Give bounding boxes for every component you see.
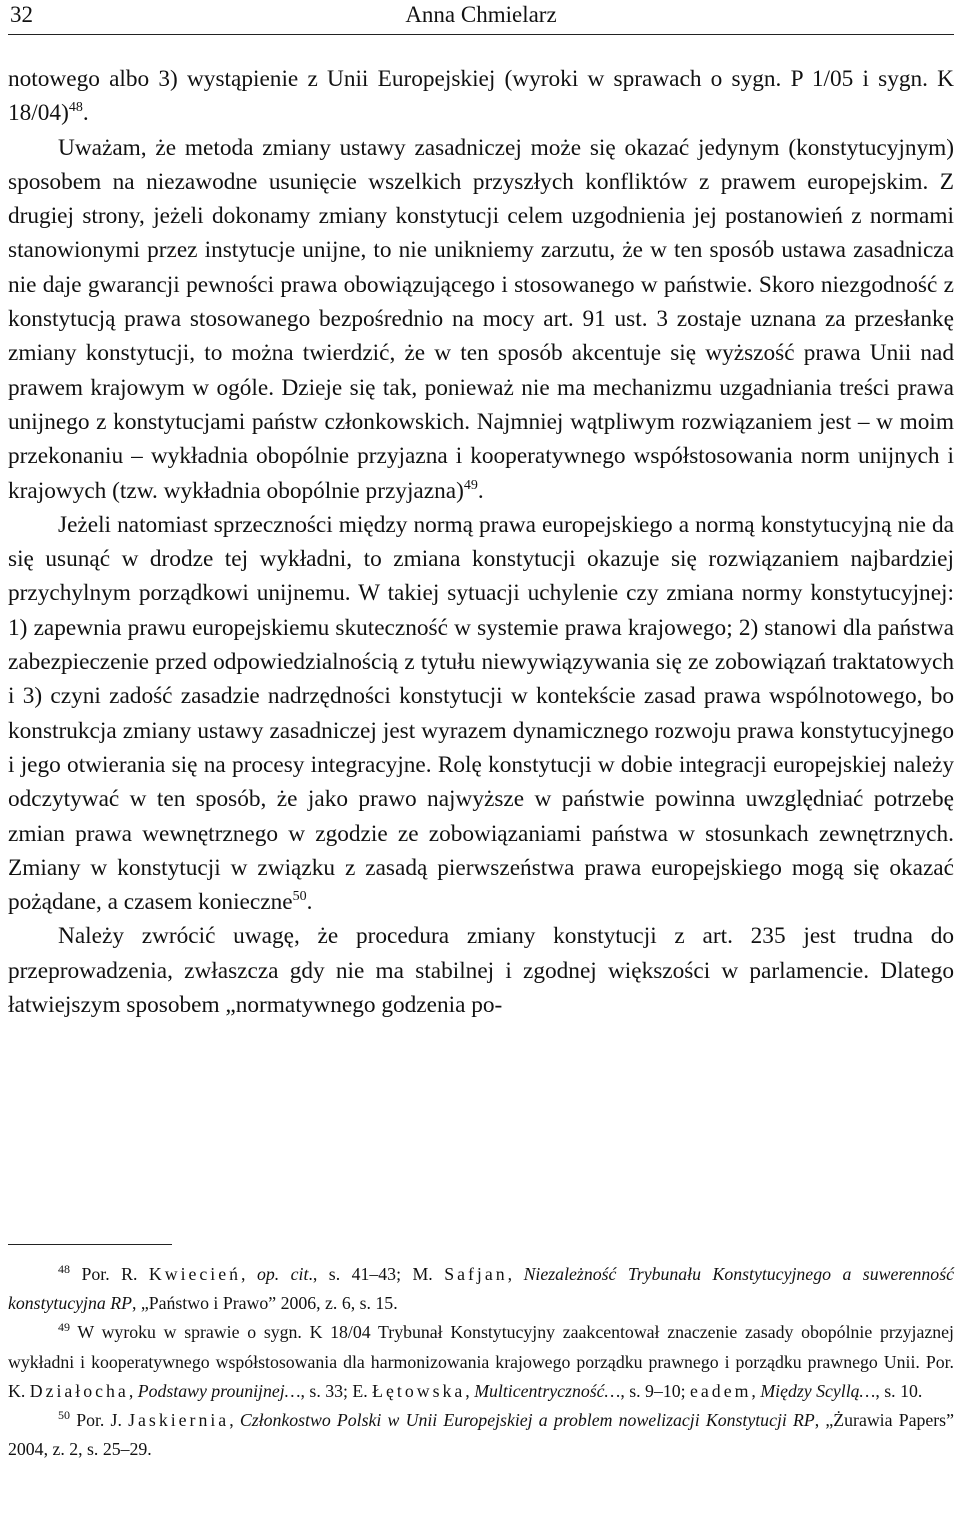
footnote-text: , <box>751 1380 761 1401</box>
author-name: eadem <box>690 1380 752 1401</box>
work-title: op. cit <box>256 1264 309 1284</box>
paragraph-tail: . <box>82 100 89 127</box>
footnotes <box>8 1260 954 1464</box>
footnote-text: Por. R. <box>81 1264 149 1284</box>
running-head-author: Anna Chmielarz <box>405 2 557 27</box>
work-title: Multicentryczność… <box>474 1380 621 1401</box>
paragraph <box>8 508 954 920</box>
paragraph <box>8 131 954 508</box>
footnote-text: , s. 9–10; <box>620 1380 691 1401</box>
author-name: Łętowska <box>372 1380 466 1401</box>
footnote-ref[interactable]: 49 <box>463 477 478 493</box>
work-title: Między Scyllą… <box>760 1380 876 1401</box>
footnote-text: , s. 10. <box>875 1380 923 1401</box>
author-name: Jaskiernia <box>128 1410 230 1431</box>
paragraph-tail: . <box>477 477 484 504</box>
work-title: Podstawy prounijnej… <box>137 1380 301 1401</box>
footnote-text: , s. 33; E. <box>300 1380 373 1401</box>
footnote-text: Por. J. <box>76 1410 129 1431</box>
footnote <box>8 1260 954 1318</box>
paragraph-text: Jeżeli natomiast sprzeczności między normą prawa europejskiego a normą konstytucyjną nie da się usunąć w drodze tej wykładni, to zmiana konstytucji okazuje się rozwiązaniem najbardziej przychylnym porządkowi unijnemu. W takiej sytuacji uchylenie czy zmiana normy konstytucyjnej: 1) zapewnia prawu europejskiemu skuteczność w systemie prawa krajowego; 2) stanowi dla państwa zabezpieczenie przed odpowiedzialnością z tytułu niewywiązywania się ze zobowiązań traktatowych i 3) czyni zadość zasadzie nadrzędności konstytucji w kontekście zasad prawa wspólnotowego, bo konstrukcja zmiany ustawy zasadniczej jest wyrazem dynamicznego rozwoju prawa konstytucyjnego i jego otwierania się na procesy integracyjne. Rolę konstytucji w dobie integracji europejskiej należy odczytywać w ten sposób, że jako prawo najwyższe w państwie powinna uwzględniać potrzebę zmian prawa wewnętrznego w zgodzie ze zobowiązaniami państwa w stosunkach zewnętrznych. Zmiany w konstytucji w związku z zasadą pierwszeństwa prawa europejskiego mogą się okazać pożądane, a czasem konieczne <box>8 511 954 916</box>
work-title: Niezależność Trybunału Konstytucyjnego a suwerenność konstytucyjna RP <box>8 1264 954 1314</box>
paragraph-text: notowego albo 3) wystąpienie z Unii Europejskiej (wyroki w sprawach o sygn. P 1/05 i sygn. K 18/04) <box>8 66 954 127</box>
author-name: Działocha <box>29 1380 129 1401</box>
work-title: Członkostwo Polski w Unii Europejskiej a problem nowelizacji Konstytucji RP <box>239 1410 815 1431</box>
paragraph <box>8 62 954 131</box>
footnote-text: , „Państwo i Prawo” 2006, z. 6, s. 15. <box>131 1293 398 1314</box>
footnote-text: ., s. 41–43; M. <box>308 1264 445 1284</box>
footnote-separator <box>8 1244 172 1245</box>
footnote-text: W wyroku w sprawie o sygn. K 18/04 Trybunał Konstytucyjny zaakcentował znaczenie zasady obopólnie przyjaznej wykładni i kooperatywnego współstosowania dla harmonizowania krajowego porządku prawnego i porządku prawnego Unii. Por. K. <box>8 1322 954 1401</box>
running-header <box>8 2 954 35</box>
footnote-text: , <box>229 1410 240 1431</box>
footnote-ref[interactable]: 50 <box>292 889 307 905</box>
paragraph-text: Uważam, że metoda zmiany ustawy zasadniczej może się okazać jedynym (konstytucyjnym) sposobem na niezawodne usunięcie wszelkich przyszłych konfliktów z prawem europejskim. Z drugiej strony, jeżeli dokonamy zmiany konstytucji celem uzgodnienia jej postanowień z normami stanowionymi przez instytucje unijne, to nie unikniemy zarzutu, że w ten sposób ustawa zasadnicza nie daje gwarancji pewności prawa obowiązującego i stosowanego w państwie. Skoro niezgodność z konstytucją prawa stosowanego bezpośrednio na mocy art. 91 ust. 3 zostaje uznana za przesłankę zmiany konstytucji, to można twierdzić, że w ten sposób akcentuje się wyższość prawa Unii nad prawem krajowym w ogóle. Dzieje się tak, ponieważ nie ma mechanizmu uzgadniania treści prawa unijnego z konstytucjami państw członkowskich. Najmniej wątpliwym rozwiązaniem jest – w moim przekonaniu – wykładnia obopólnie przyjazna i kooperatywnego współstosowania norm unijnych i krajowych (tzw. wykładnia obopólnie przyjazna) <box>8 134 954 504</box>
paragraph-tail: . <box>306 889 313 916</box>
footnote <box>8 1318 954 1406</box>
paragraph-text: Należy zwrócić uwagę, że procedura zmiany konstytucji z art. 235 jest trudna do przeprowadzenia, zwłaszcza gdy nie ma stabilnej i zgodnej większości w parlamencie. Dlatego łatwiejszym sposobem „normatywnego godzenia po- <box>8 923 954 1019</box>
footnote-text: , <box>241 1264 257 1284</box>
author-name: Kwiecień <box>148 1264 242 1284</box>
page-number: 32 <box>10 2 33 27</box>
footnote <box>8 1406 954 1464</box>
footnote-number: 50 <box>58 1408 70 1423</box>
footnote-text: , <box>128 1380 138 1401</box>
footnote-text: , <box>465 1380 475 1401</box>
footnote-text: , „Żurawia Papers” 2004, z. 2, s. 25–29. <box>8 1410 954 1460</box>
footnote-text: , <box>507 1264 524 1284</box>
footnote-number: 48 <box>58 1262 70 1277</box>
footnote-number: 49 <box>58 1320 70 1335</box>
author-name: Safjan <box>444 1264 508 1284</box>
main-text <box>8 62 954 1022</box>
footnote-ref[interactable]: 48 <box>68 100 83 116</box>
paragraph <box>8 919 954 1022</box>
